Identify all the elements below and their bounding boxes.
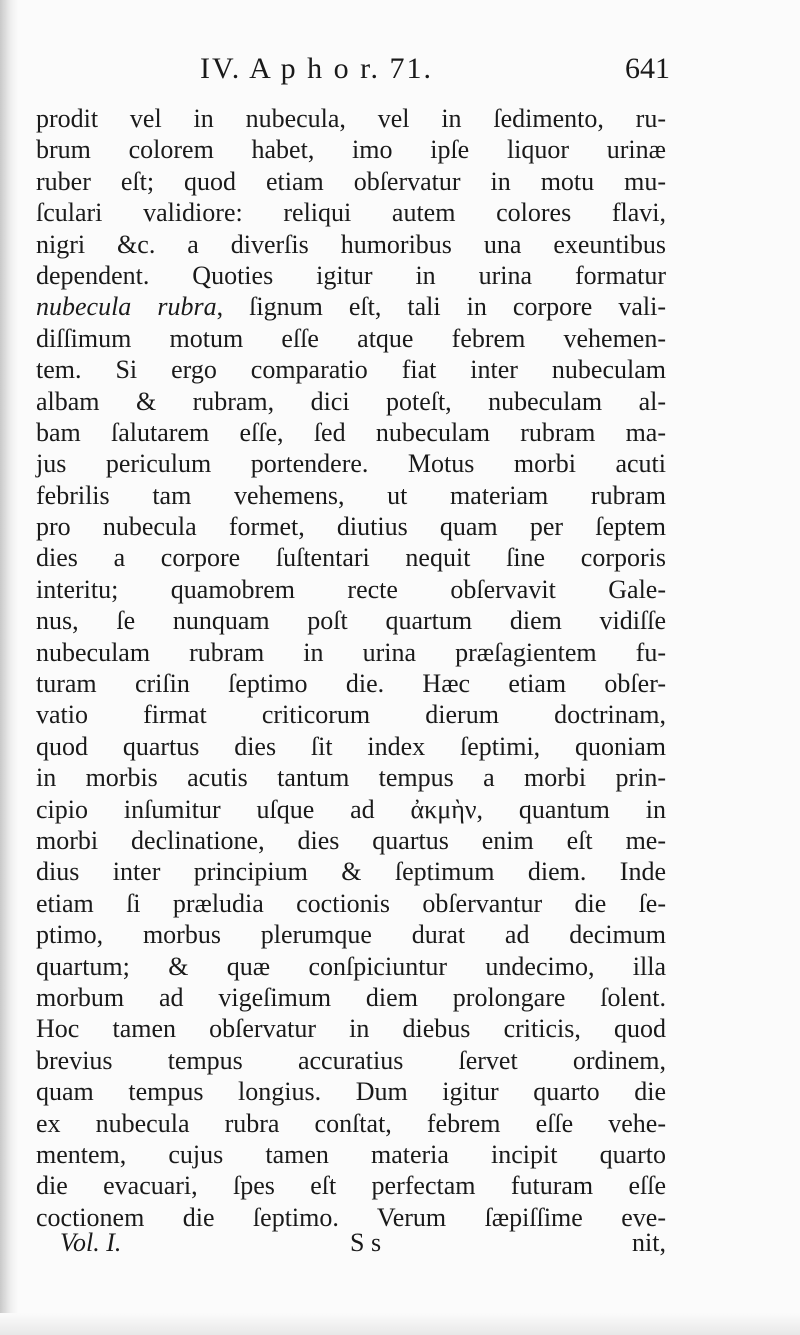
italic-phrase: nubecula rubra [36, 292, 217, 322]
volume-signature: Vol. I. [60, 1228, 122, 1257]
text-line: ruber eſt; quod etiam obſervatur in motu mu- [36, 166, 666, 196]
text-line: dies a corpore ſuſtentari nequit ſine corporis [36, 543, 666, 573]
text-line: die evacuari, ſpes eſt perfectam futuram eſſe [36, 1171, 666, 1201]
text-line: quod quartus dies ſit index ſeptimi, quoniam [36, 731, 666, 761]
catchword: nit, [632, 1228, 666, 1257]
body-text [36, 103, 666, 1233]
text-line: etiam ſi præludia coctionis obſervantur die ſe- [36, 888, 666, 918]
scan-bottom-edge [0, 1313, 800, 1335]
text-line: prodit vel in nubecula, vel in ſedimento, ru- [36, 104, 666, 133]
text-line: nubecula rubra, ſignum eſt, tali in corpore vali- [36, 292, 666, 322]
running-head-title: IV. A p h o r. 71. [200, 52, 433, 85]
text-line: nubeculam rubram in urina præſagientem fu- [36, 637, 666, 667]
page-footer [60, 1228, 666, 1264]
text-line: diſſimum motum eſſe atque febrem vehemen- [36, 323, 666, 353]
text-line: tem. Si ergo comparatio fiat inter nubeculam [36, 355, 666, 385]
text-line: jus periculum portendere. Motus morbi acuti [36, 449, 666, 479]
text-line: quartum; & quæ conſpiciuntur undecimo, illa [36, 951, 666, 981]
text-line: brevius tempus accuratius ſervet ordinem, [36, 1045, 666, 1075]
text-line: febrilis tam vehemens, ut materiam rubram [36, 480, 666, 510]
text-line: ptimo, morbus plerumque durat ad decimum [36, 920, 666, 950]
text-line: interitu; quamobrem recte obſervavit Gale- [36, 574, 666, 604]
text-line: in morbis acutis tantum tempus a morbi prin- [36, 763, 666, 793]
text-line: coctionem die ſeptimo. Verum ſæpiſſime eve- [36, 1202, 666, 1232]
page-number: 641 [625, 52, 670, 85]
text-line: nus, ſe nunquam poſt quartum diem vidiſſe [36, 606, 666, 636]
text-line: turam criſin ſeptimo die. Hæc etiam obſer- [36, 669, 666, 699]
text-line: dius inter principium & ſeptimum diem. Inde [36, 857, 666, 887]
text-line: Hoc tamen obſervatur in diebus criticis, quod [36, 1014, 666, 1044]
text-line: brum colorem habet, imo ipſe liquor urinæ [36, 135, 666, 165]
text-line: nigri &c. a diverſis humoribus una exeuntibus [36, 229, 666, 259]
text-line: mentem, cujus tamen materia incipit quarto [36, 1139, 666, 1169]
running-head [40, 52, 670, 92]
text-line: vatio firmat criticorum dierum doctrinam, [36, 700, 666, 730]
text-line: albam & rubram, dici poteſt, nubeculam al- [36, 386, 666, 416]
scan-shadow-edge [0, 0, 18, 1335]
text-line: morbum ad vigeſimum diem prolongare ſolent. [36, 982, 666, 1012]
text-line: morbi declinatione, dies quartus enim eſt me- [36, 825, 666, 855]
text-line: bam ſalutarem eſſe, ſed nubeculam rubram ma- [36, 417, 666, 447]
text-line: pro nubecula formet, diutius quam per ſeptem [36, 512, 666, 542]
text-line: ſculari validiore: reliqui autem colores flavi, [36, 198, 666, 228]
text-line: ex nubecula rubra conſtat, febrem eſſe vehe- [36, 1108, 666, 1138]
gathering-mark: S s [350, 1228, 382, 1257]
text-line: dependent. Quoties igitur in urina formatur [36, 260, 666, 290]
text-line: quam tempus longius. Dum igitur quarto die [36, 1077, 666, 1107]
text-line: cipio inſumitur uſque ad ἀκμὴν, quantum in [36, 794, 666, 824]
